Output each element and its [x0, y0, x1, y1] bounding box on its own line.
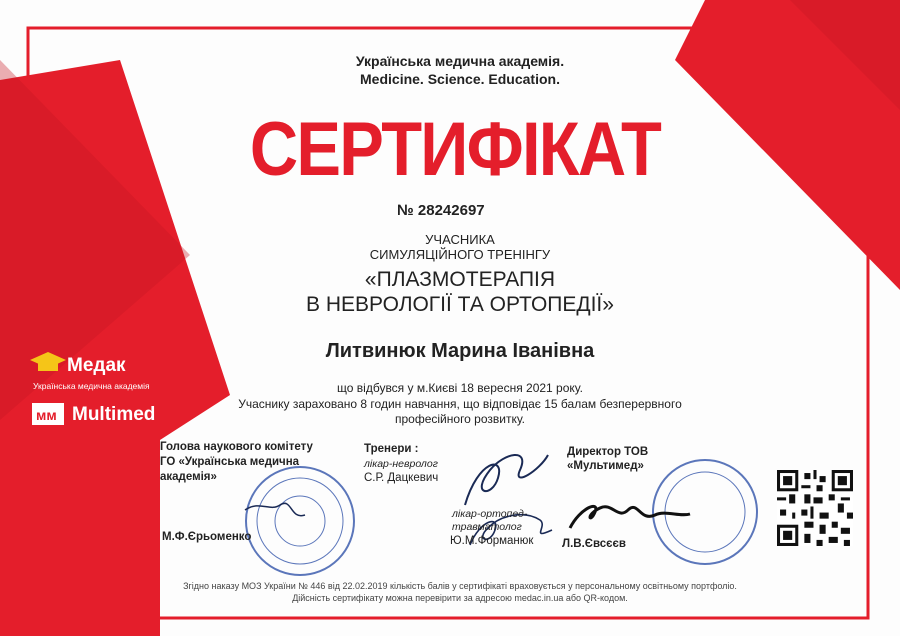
medak-logo-text: Медак: [67, 355, 126, 376]
trainer2-role-line2: травматолог: [452, 521, 522, 533]
multimed-logo-text: Multimed: [72, 404, 156, 425]
left-stamp: [246, 467, 354, 575]
director-title-line1: Директор ТОВ: [567, 446, 649, 458]
trainer1-name: С.Р. Дацкевич: [364, 472, 439, 484]
course-title-line2: В НЕВРОЛОГІЇ ТА ОРТОПЕДІЇ»: [306, 293, 614, 316]
credits-line2: професійного розвитку.: [395, 412, 525, 426]
head-signature: [245, 503, 305, 515]
academy-motto: Medicine. Science. Education.: [360, 71, 560, 87]
academy-name: Українська медична академія.: [355, 53, 565, 69]
head-title-line1: Голова наукового комітету: [160, 441, 313, 453]
director-title-line2: «Мультимед»: [567, 460, 644, 472]
trainer1-role: лікар-невролог: [364, 458, 438, 470]
qr-code[interactable]: [777, 470, 853, 546]
event-date-place: що відбувся у м.Києві 18 вересня 2021 року.: [337, 381, 583, 395]
trainer2-role-line1: лікар-ортопед-: [452, 508, 528, 520]
trainer2-name: Ю.М.Форманюк: [450, 535, 534, 547]
svg-text:мм: мм: [36, 407, 57, 423]
certificate-title: СЕРТИФІКАТ: [249, 107, 661, 192]
multimed-logo-icon: [32, 403, 64, 425]
trainer1-signature: [465, 455, 548, 505]
footer-verification: Дійсність сертифікату можна перевірити за адресою medac.in.ua або QR-кодом.: [292, 593, 628, 603]
participant-name: Литвинюк Марина Іванівна: [325, 340, 595, 362]
trainers-label: Тренери :: [364, 443, 419, 455]
training-type: СИМУЛЯЦІЙНОГО ТРЕНІНГУ: [369, 247, 551, 262]
credits-line1: Учаснику зараховано 8 годин навчання, що відповідає 15 балам безперервного: [238, 397, 682, 411]
course-title-line1: «ПЛАЗМОТЕРАПІЯ: [364, 268, 556, 291]
head-name: М.Ф.Єрьоменко: [162, 531, 252, 543]
director-name: Л.В.Євсєєв: [562, 538, 626, 550]
director-signature: [570, 506, 690, 528]
participant-label: УЧАСНИКА: [425, 232, 495, 247]
footer-note: Згідно наказу МОЗ України № 446 від 22.02.2019 кількість балів у сертифікаті враховується у персональному освітньому портфоліо.: [183, 581, 737, 591]
head-title-line2: ГО «Українська медична: [160, 456, 300, 468]
medak-logo-subtitle: Українська медична академія: [33, 381, 150, 391]
certificate-number: № 28242697: [397, 202, 485, 219]
head-title-line3: академія»: [160, 471, 217, 483]
